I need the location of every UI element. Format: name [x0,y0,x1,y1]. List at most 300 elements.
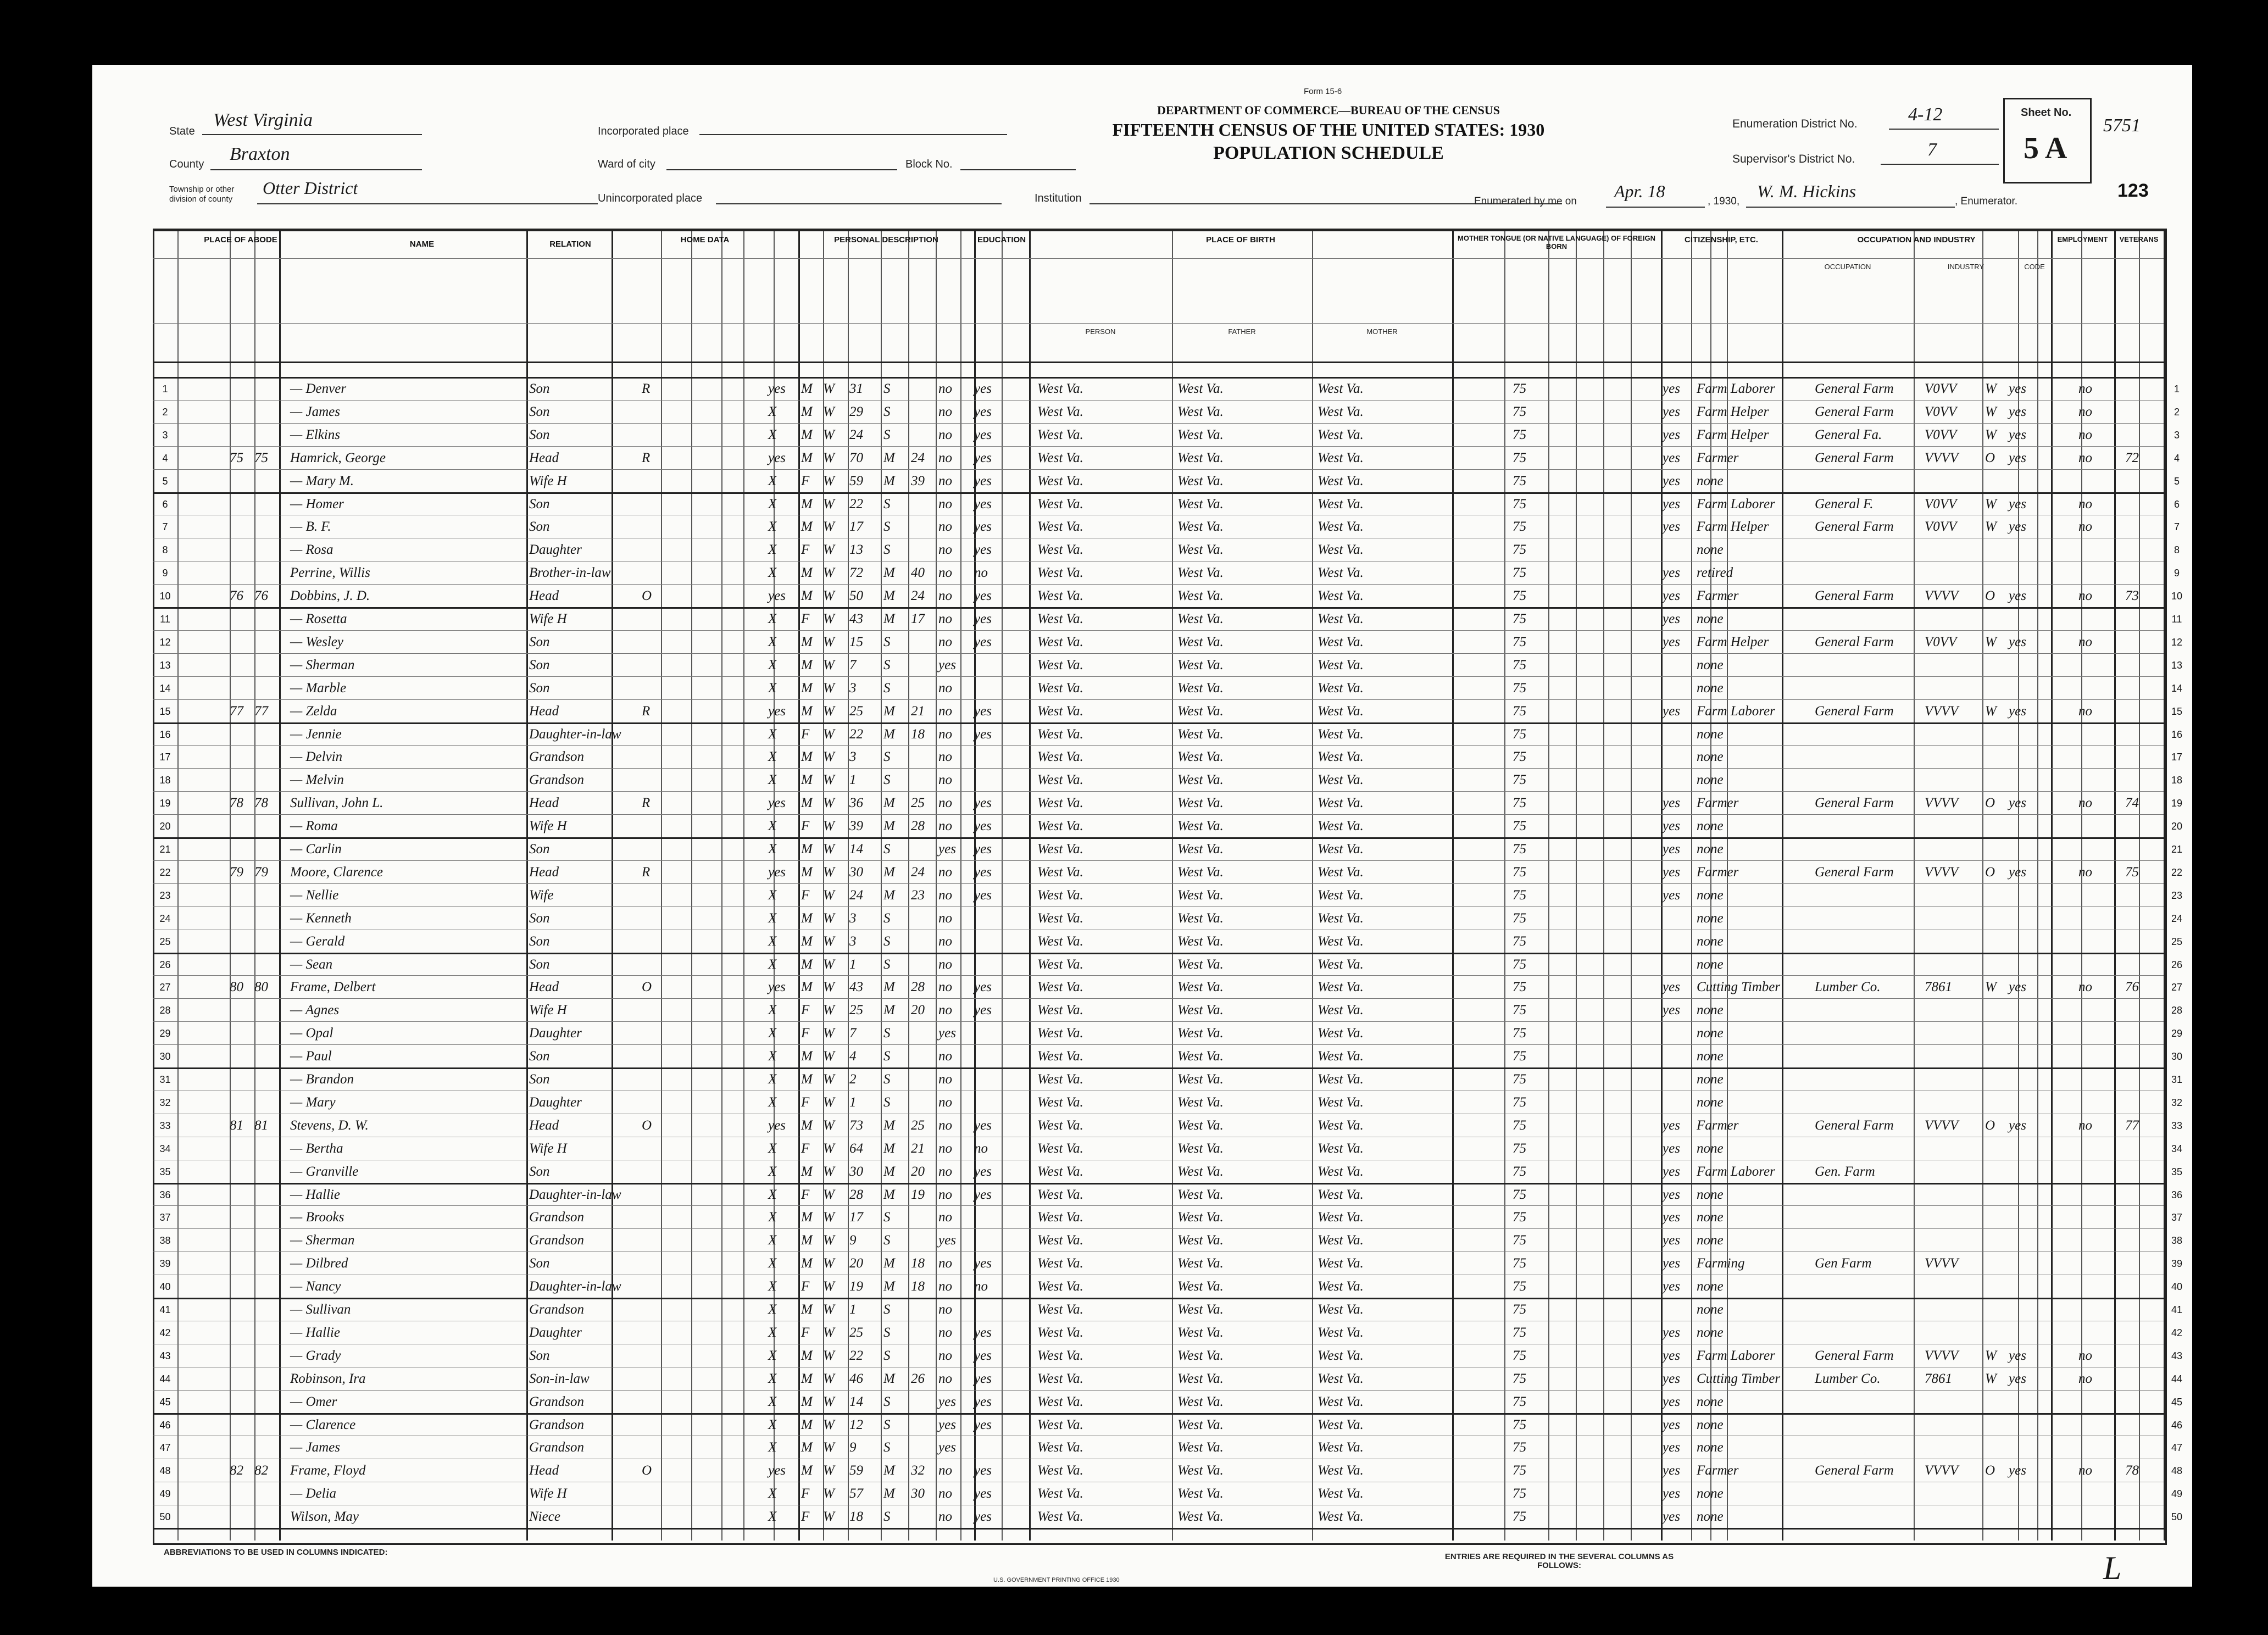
cell-home [642,1393,664,1411]
cell-fam [254,633,279,651]
cell-rel: Son [529,381,550,396]
cell-read: yes [974,1348,992,1363]
cell-sch: no [938,1256,952,1271]
cell-fbirth: West Va. [1177,1003,1224,1018]
cell-farm: yes [768,864,786,880]
cell-fam [254,380,279,398]
line-number: 43 [159,1350,171,1361]
cell-fbirth: West Va. [1177,1417,1224,1432]
line-number: 41 [2171,1304,2183,1315]
cell-farm: X [768,519,777,535]
cell-sch: no [938,1210,952,1225]
cell-read: yes [974,726,992,742]
cell-farm: X [768,1094,777,1110]
cell-ind [1815,933,1919,950]
cell-radio [719,1140,741,1158]
cell-emp: yes [2009,1348,2026,1363]
line-number: 36 [2171,1189,2183,1200]
cell-birth: West Va. [1037,910,1083,926]
cell-read [974,1301,1004,1319]
cell-emp [2009,1393,2036,1411]
cell-age: 36 [849,796,863,811]
cell-occ: none [1697,1187,1724,1202]
cell-farm: yes [768,703,786,719]
cell-occ: none [1697,657,1724,672]
cell-code [1925,564,1982,582]
cell-sex: F [801,542,810,558]
cell-home [642,771,664,789]
cell-fs [2125,1140,2158,1158]
cell-ind [1815,1002,1919,1019]
cell-radio [719,541,741,559]
cell-home [642,726,664,743]
cell-tongue: 75 [1513,1463,1526,1478]
cell-code [1925,1278,1982,1295]
cell-vet [2078,887,2109,904]
cell-eng: yes [1663,611,1680,626]
cell-ind [1815,1094,1919,1111]
cell-radio [719,748,741,766]
cell-farm: X [768,1187,777,1202]
cell-rel: Son [529,496,550,511]
cell-home [642,1301,664,1319]
cell-vet [2078,1048,2109,1065]
cell-tongue: 75 [1513,450,1526,465]
cell-home [642,1232,664,1249]
cell-cw: O [1985,588,1995,604]
cell-fs [2125,1025,2158,1042]
cell-home [642,1370,664,1388]
table-row [92,1024,2192,1043]
cell-am [911,1071,936,1088]
cell-fbirth: West Va. [1177,772,1224,788]
cell-name: — Sean [290,956,333,972]
cell-mbirth: West Va. [1318,1026,1364,1041]
cell-radio [719,680,741,697]
cell-tongue: 75 [1513,611,1526,626]
cell-eng: yes [1663,473,1680,488]
cell-mbirth: West Va. [1318,1141,1364,1156]
ward-label: Ward of city [598,158,655,170]
cell-cw: W [1985,1348,1997,1363]
cell-ind [1815,1301,1919,1319]
cell-farm: X [768,565,777,581]
cell-sex: F [801,1003,810,1018]
cell-dw [230,1439,254,1456]
cell-occ: none [1697,933,1724,949]
cell-name: Robinson, Ira [290,1371,366,1386]
cell-dw [230,564,254,582]
line-number: 13 [159,659,171,671]
cell-birth: West Va. [1037,864,1083,880]
cell-am [911,1209,936,1226]
cell-mbirth: West Va. [1318,1325,1364,1340]
cell-occ: Farm Laborer [1697,381,1775,396]
cell-radio [719,818,741,835]
line-number: 40 [159,1281,171,1293]
cell-race: W [823,933,835,949]
cell-fam [254,933,279,950]
cell-occ: none [1697,1417,1724,1432]
cell-name: — Jennie [290,726,342,742]
cell-ind [1815,1232,1919,1249]
cell-fam [254,1416,279,1434]
cell-sex: F [801,1509,810,1525]
cell-birth: West Va. [1037,496,1083,511]
cell-age: 3 [849,933,857,949]
cell-dw [230,496,254,513]
cell-age: 29 [849,404,863,419]
cell-rel: Son-in-law [529,1371,590,1386]
table-row [92,1162,2192,1182]
cell-birth: West Va. [1037,887,1083,903]
line-number: 1 [2174,383,2180,394]
cell-rel: Son [529,1164,550,1179]
cell-sch: no [938,1348,952,1363]
table-row [92,402,2192,422]
department-line: DEPARTMENT OF COMMERCE—BUREAU OF THE CENSUS [1157,103,1500,117]
cell-age: 30 [849,864,863,880]
cell-radio [719,726,741,743]
cell-age: 17 [849,519,863,535]
cell-home [642,610,664,628]
line-number: 26 [2171,959,2183,970]
cell-radio [719,1163,741,1181]
cell-race: W [823,1325,835,1340]
cell-race: W [823,1279,835,1294]
cell-emp [2009,541,2036,559]
cell-rel: Son [529,1256,550,1271]
cell-race: W [823,772,835,788]
cell-occ: Farm Helper [1697,404,1769,419]
cell-fam [254,541,279,559]
line-number: 15 [2171,705,2183,717]
page-number: 123 [2117,180,2149,201]
cell-mbirth: West Va. [1318,404,1364,419]
cell-code [1925,956,1982,974]
cell-dw [230,657,254,674]
cell-ind: General Farm [1815,634,1894,649]
cell-farm: X [768,473,777,488]
cell-ms: S [883,1417,891,1432]
cell-sex: F [801,473,810,488]
cell-cw: W [1985,496,1997,511]
line-number: 26 [159,959,171,970]
cell-birth: West Va. [1037,819,1083,834]
cell-emp [2009,910,2036,927]
cell-occ: none [1697,1049,1724,1064]
cell-fbirth: West Va. [1177,680,1224,696]
cell-birth: West Va. [1037,680,1083,696]
cell-sch: no [938,588,952,604]
cell-tongue: 75 [1513,956,1526,972]
cell-am [911,771,936,789]
cell-dw [230,933,254,950]
cell-fs [2125,1416,2158,1434]
cell-fs [2125,1393,2158,1411]
table-row [92,770,2192,790]
cell-ms: S [883,1440,891,1455]
cell-vet: no [2078,1371,2092,1386]
cell-code [1925,1048,1982,1065]
enum-district-label: Enumeration District No. [1732,118,1858,130]
cell-eng [1663,1301,1696,1319]
cell-eng: yes [1663,1509,1680,1525]
cell-vet: no [2078,1348,2092,1363]
cell-age: 3 [849,680,857,696]
cell-cw [1985,1140,2007,1158]
cell-radio [719,1485,741,1503]
cell-fbirth: West Va. [1177,450,1224,465]
cell-vet: no [2078,381,2092,396]
cell-ind: General Fa. [1815,427,1882,442]
cell-ms: M [883,819,895,834]
cell-sch: no [938,381,952,396]
cell-am [911,1301,936,1319]
cell-name: — Gerald [290,933,345,949]
cell-fam [254,771,279,789]
cell-ms: S [883,542,891,558]
cell-home [642,680,664,697]
cell-occ: none [1697,1003,1724,1018]
cell-eng: yes [1663,1003,1680,1018]
line-number: 9 [162,568,168,579]
cell-tongue: 75 [1513,1094,1526,1110]
cell-radio [719,956,741,974]
cell-radio [719,518,741,536]
cell-tongue: 75 [1513,842,1526,857]
cell-am [911,1232,936,1249]
cell-mbirth: West Va. [1318,634,1364,649]
cell-farm: X [768,726,777,742]
cell-name: — Sherman [290,1233,355,1248]
line-number: 8 [162,544,168,556]
cell-emp [2009,472,2036,490]
line-number: 5 [2174,475,2180,487]
cell-home [642,818,664,835]
cell-birth: West Va. [1037,1003,1083,1018]
cell-race: W [823,1486,835,1501]
cell-am: 26 [911,1371,925,1386]
cell-age: 1 [849,772,857,788]
cell-fam [254,1071,279,1088]
cell-mbirth: West Va. [1318,1371,1364,1386]
cell-home [642,1278,664,1295]
cell-sch: yes [938,1440,956,1455]
cell-mbirth: West Va. [1318,1348,1364,1363]
cell-fs [2125,472,2158,490]
cell-sex: F [801,611,810,626]
cell-dw [230,818,254,835]
cell-farm: X [768,1003,777,1018]
cell-farm: X [768,1072,777,1087]
row-separator [153,722,2164,724]
cell-ind [1815,1485,1919,1503]
cell-occ: none [1697,726,1724,742]
cell-home [642,1439,664,1456]
cell-eng [1663,726,1696,743]
cell-code [1925,1393,1982,1411]
line-number: 48 [159,1465,171,1477]
cell-read: yes [974,1417,992,1432]
cell-fam [254,403,279,421]
cell-dw [230,610,254,628]
cell-dw [230,1416,254,1434]
cell-radio [719,1347,741,1365]
cell-race: W [823,1302,835,1317]
row-separator [153,1228,2164,1229]
cell-race: W [823,657,835,672]
cell-read: yes [974,1325,992,1340]
cell-birth: West Va. [1037,980,1083,995]
cell-fam [254,1370,279,1388]
cell-radio [719,1278,741,1295]
table-row [92,586,2192,606]
cell-race: W [823,1509,835,1525]
cell-dw [230,1048,254,1065]
cell-code [1925,472,1982,490]
cell-home [642,1347,664,1365]
cell-race: W [823,726,835,742]
group-relation: RELATION [549,240,591,249]
cell-dw: 80 [230,980,243,995]
cell-name: — Zelda [290,703,337,719]
cell-am: 32 [911,1463,925,1478]
group-citizenship: CITIZENSHIP, ETC. [1685,235,1758,244]
cell-dw [230,1025,254,1042]
cell-fam [254,1025,279,1042]
cell-fs: 77 [2125,1117,2139,1133]
cell-occ: none [1697,1279,1724,1294]
cell-emp [2009,1508,2036,1526]
cell-ind [1815,1416,1919,1434]
cell-age: 30 [849,1164,863,1179]
cell-birth: West Va. [1037,1141,1083,1156]
cell-radio [719,1071,741,1088]
cell-race: W [823,427,835,442]
cell-birth: West Va. [1037,749,1083,765]
line-number: 7 [2174,521,2180,533]
cell-tongue: 75 [1513,887,1526,903]
cell-occ: Cutting Timber [1697,980,1781,995]
cell-sch: no [938,772,952,788]
cell-ms: M [883,796,895,811]
cell-race: W [823,473,835,488]
cell-fs [2125,1347,2158,1365]
cell-dw [230,380,254,398]
cell-fam: 78 [254,796,268,811]
cell-tongue: 75 [1513,1210,1526,1225]
row-separator [153,469,2164,470]
group-occupation-industry: OCCUPATION AND INDUSTRY [1857,235,1976,244]
cell-ms: S [883,496,891,511]
cell-cw: O [1985,1117,1995,1133]
cell-vet: no [2078,980,2092,995]
cell-code [1925,841,1982,858]
cell-eng: yes [1663,842,1680,857]
cell-ms: S [883,842,891,857]
table-row [92,863,2192,882]
row-separator [153,814,2164,815]
cell-age: 3 [849,749,857,765]
cell-fam [254,610,279,628]
cell-radio [719,794,741,812]
cell-occ: Farming [1697,1256,1745,1271]
cell-fs [2125,426,2158,444]
cell-name: — Brooks [290,1210,344,1225]
cell-fs [2125,1002,2158,1019]
line-number: 28 [159,1005,171,1016]
township-label: Township or other division of county [169,185,235,204]
cell-fam [254,1393,279,1411]
cell-dw [230,771,254,789]
cell-fam [254,1255,279,1272]
line-number: 29 [2171,1028,2183,1039]
row-separator [153,699,2164,700]
cell-fam [254,518,279,536]
cell-fam: 81 [254,1117,268,1133]
cell-emp: yes [2009,496,2026,511]
cell-home [642,518,664,536]
cell-farm: X [768,611,777,626]
cell-name: — Granville [290,1164,359,1179]
table-row [92,839,2192,859]
cell-code [1925,1324,1982,1342]
cell-fam [254,1232,279,1249]
cell-fs [2125,841,2158,858]
cell-dw [230,1393,254,1411]
cell-fbirth: West Va. [1177,1117,1224,1133]
cell-fam [254,1347,279,1365]
cell-rel: Son [529,910,550,926]
cell-radio [719,864,741,881]
cell-eng: yes [1663,450,1680,465]
cell-read: yes [974,842,992,857]
cell-rel: Wife H [529,819,567,834]
line-number: 38 [159,1235,171,1247]
cell-emp: yes [2009,864,2026,880]
incorporated-label: Incorporated place [598,125,689,137]
cell-home [642,472,664,490]
cell-sch: no [938,1486,952,1501]
cell-tongue: 75 [1513,381,1526,396]
cell-eng [1663,748,1696,766]
cell-am: 19 [911,1187,925,1202]
cell-farm: X [768,1256,777,1271]
cell-read: yes [974,703,992,719]
cell-ind [1815,726,1919,743]
cell-rel: Daughter [529,1325,582,1340]
cell-radio [719,403,741,421]
abbrev-title: ABBREVIATIONS TO BE USED IN COLUMNS INDICATED: [164,1548,388,1557]
cell-fbirth: West Va. [1177,1049,1224,1064]
cell-eng: yes [1663,1348,1680,1363]
cell-fbirth: West Va. [1177,1440,1224,1455]
cell-ms: S [883,1302,891,1317]
cell-farm: X [768,1394,777,1409]
table-row [92,1047,2192,1066]
cell-ms: M [883,1164,895,1179]
cell-eng: yes [1663,864,1680,880]
table-row [92,1438,2192,1458]
cell-name: — Delvin [290,749,343,765]
line-number: 27 [2171,982,2183,993]
cell-eng: yes [1663,1233,1680,1248]
cell-name: — Kenneth [290,910,352,926]
cell-emp: yes [2009,381,2026,396]
cell-fs [2125,1209,2158,1226]
cell-fbirth: West Va. [1177,427,1224,442]
